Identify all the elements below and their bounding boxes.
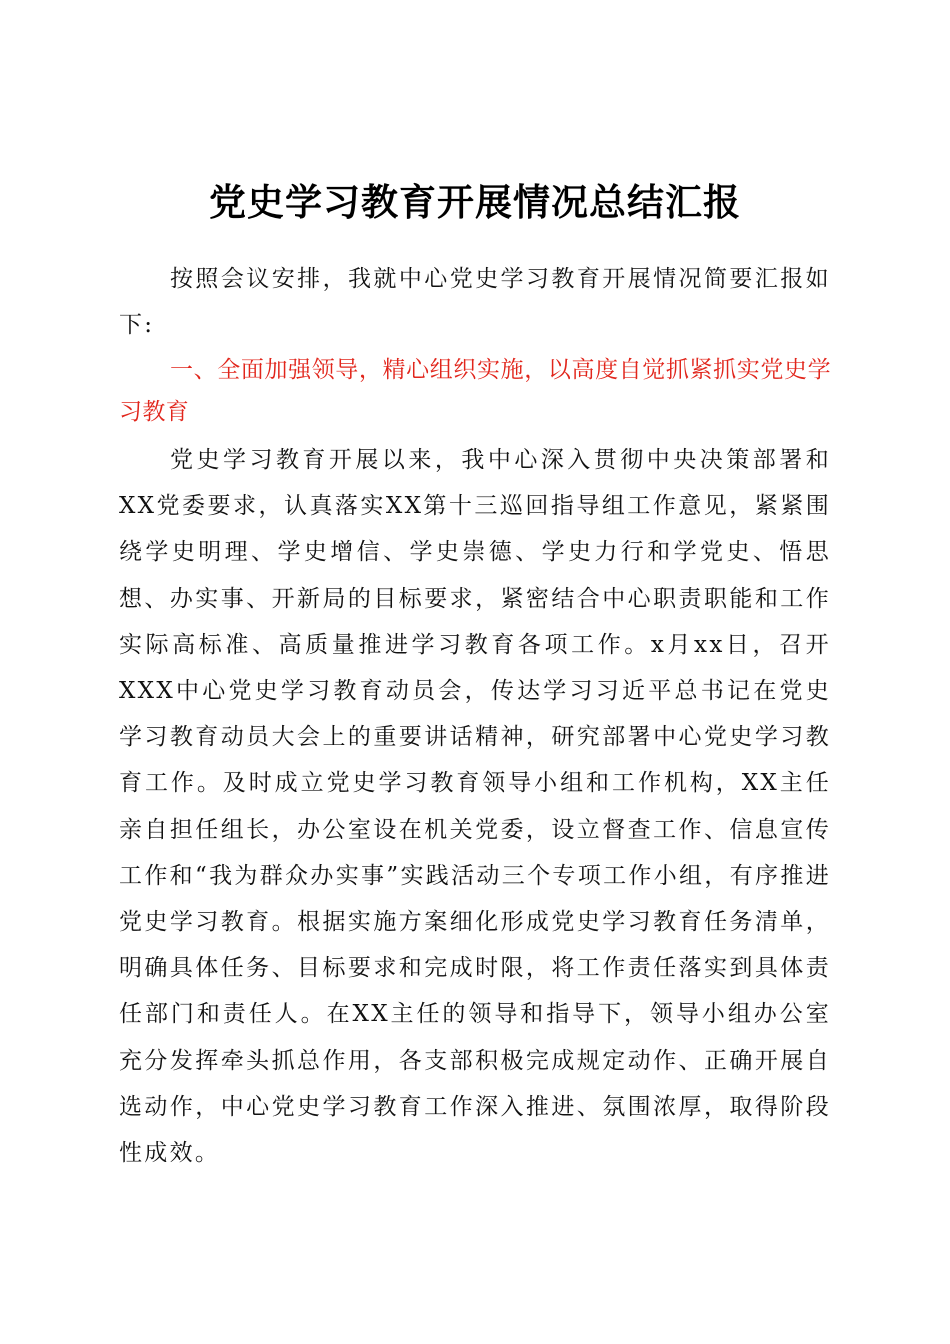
- section-paragraph: 党史学习教育开展以来，我中心深入贯彻中央决策部署和XX党委要求，认真落实XX第十三巡回指导组工作意见，紧紧围绕学史明理、学史增信、学史崇德、学史力行和学党史、悟思想、办实事、开新局的目标要求，紧密结合中心职责职能和工作实际高标准、高质量推进学习教育各项工作。x月xx日，召开XXX中心党史学习教育动员会，传达学习习近平总书记在党史学习教育动员大会上的重要讲话精神，研究部署中心党史学习教育工作。及时成立党史学习教育领导小组和工作机构，XX主任亲自担任组长，办公室设在机关党委，设立督查工作、信息宣传工作和“我为群众办实事”实践活动三个专项工作小组，有序推进党史学习教育。根据实施方案细化形成党史学习教育任务清单，明确具体任务、目标要求和完成时限，将工作责任落实到具体责任部门和责任人。在XX主任的领导和指导下，领导小组办公室充分发挥牵头抓总作用，各支部积极完成规定动作、正确开展自选动作，中心党史学习教育工作深入推进、氛围浓厚，取得阶段性成效。: [119, 447, 831, 1167]
- intro-paragraph: 按照会议安排，我就中心党史学习教育开展情况简要汇报如下:: [119, 266, 831, 339]
- section-heading: 一、全面加强领导，精心组织实施，以高度自觉抓紧抓实党史学习教育: [119, 357, 831, 425]
- document-title: 党史学习教育开展情况总结汇报: [209, 180, 741, 224]
